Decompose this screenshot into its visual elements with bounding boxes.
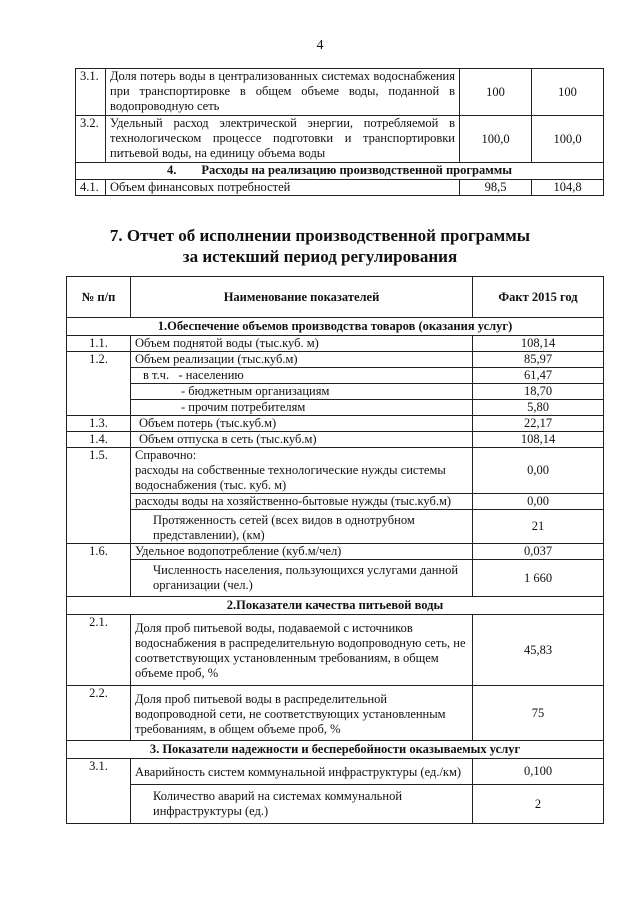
page-number: 4 bbox=[316, 38, 324, 53]
row-text: Доля проб питьевой воды, подаваемой с источников водоснабжения в распределительную водопроводную сеть, не соответствующих установленным требованиям, в общем объеме проб, % bbox=[131, 615, 473, 686]
row-value: 75 bbox=[473, 686, 604, 741]
row-value: 0,00 bbox=[473, 448, 604, 494]
row-subtext: расходы на собственные технологические нужды системы водоснабжения (тыс. куб. м) bbox=[135, 463, 446, 492]
table-row bbox=[67, 510, 604, 544]
table-row bbox=[67, 368, 604, 384]
row-value-2: 100,0 bbox=[532, 116, 604, 163]
table-row bbox=[67, 759, 604, 785]
main-table bbox=[66, 276, 604, 824]
row-value: 61,47 bbox=[473, 368, 604, 384]
row-prefix: в т.ч. bbox=[143, 368, 170, 382]
row-number: 1.1. bbox=[67, 336, 131, 352]
top-table bbox=[75, 68, 604, 196]
table-row bbox=[67, 494, 604, 510]
row-number: 1.3. bbox=[67, 416, 131, 432]
table-row bbox=[67, 544, 604, 560]
row-value: 21 bbox=[473, 510, 604, 544]
row-value: 2 bbox=[473, 785, 604, 824]
row-text: Объем реализации (тыс.куб.м) bbox=[131, 352, 473, 368]
table-row bbox=[67, 615, 604, 686]
row-number: 1.4. bbox=[67, 432, 131, 448]
row-value: 22,17 bbox=[473, 416, 604, 432]
section-heading: 1.Обеспечение объемов производства товаров (оказания услуг) bbox=[67, 318, 604, 336]
row-value-1: 98,5 bbox=[460, 180, 532, 196]
row-number: 2.2. bbox=[67, 686, 131, 741]
row-value: 85,97 bbox=[473, 352, 604, 368]
table-row bbox=[67, 785, 604, 824]
row-text: расходы воды на хозяйственно-бытовые нужды (тыс.куб.м) bbox=[131, 494, 473, 510]
table-row bbox=[67, 560, 604, 597]
row-text bbox=[131, 368, 473, 384]
row-text: - прочим потребителям bbox=[131, 400, 473, 416]
header-row bbox=[67, 277, 604, 318]
section-heading: 2.Показатели качества питьевой воды bbox=[67, 597, 604, 615]
report-title-line-1: 7. Отчет об исполнении производственной программы bbox=[109, 226, 531, 245]
row-text: Объем поднятой воды (тыс.куб. м) bbox=[131, 336, 473, 352]
row-label: Справочно: bbox=[135, 448, 197, 462]
row-text: Объем финансовых потребностей bbox=[106, 180, 460, 196]
section-row bbox=[67, 318, 604, 336]
header-fact: Факт 2015 год bbox=[473, 277, 604, 318]
row-number: 4.1. bbox=[76, 180, 106, 196]
row-number: 3.1. bbox=[76, 69, 106, 116]
row-text: Количество аварий на системах коммунальной инфраструктуры (ед.) bbox=[131, 785, 473, 824]
row-value-2: 100 bbox=[532, 69, 604, 116]
table-row bbox=[67, 686, 604, 741]
section-heading: 3. Показатели надежности и бесперебойности оказываемых услуг bbox=[67, 741, 604, 759]
row-value-2: 104,8 bbox=[532, 180, 604, 196]
row-number: 3.1. bbox=[67, 759, 131, 824]
row-text: Протяженность сетей (всех видов в однотрубном представлении), (км) bbox=[131, 510, 473, 544]
row-value-1: 100,0 bbox=[460, 116, 532, 163]
table-row bbox=[67, 352, 604, 368]
section-heading: 4. Расходы на реализацию производственной программы bbox=[76, 163, 604, 180]
row-text: Удельный расход электрической энергии, потребляемой в технологическом процессе подготовки и транспортировки питьевой воды, на единицу объема воды bbox=[106, 116, 460, 163]
table-row bbox=[67, 384, 604, 400]
row-value: 108,14 bbox=[473, 432, 604, 448]
row-text: Аварийность систем коммунальной инфраструктуры (ед./км) bbox=[131, 759, 473, 785]
row-value: 0,037 bbox=[473, 544, 604, 560]
report-title-line-2: за истекший период регулирования bbox=[182, 247, 458, 266]
table-row bbox=[67, 448, 604, 494]
row-text: Объем потерь (тыс.куб.м) bbox=[131, 416, 473, 432]
section-row bbox=[76, 163, 604, 180]
row-text: Удельное водопотребление (куб.м/чел) bbox=[131, 544, 473, 560]
table-row bbox=[67, 432, 604, 448]
row-value: 45,83 bbox=[473, 615, 604, 686]
row-text: - бюджетным организациям bbox=[131, 384, 473, 400]
row-subtext: - населению bbox=[178, 368, 244, 382]
table-row bbox=[67, 336, 604, 352]
table-row bbox=[76, 180, 604, 196]
row-text: Доля потерь воды в централизованных системах водоснабжения при транспортировке в общем объеме воды, поданной в водопроводную сеть bbox=[106, 69, 460, 116]
table-row bbox=[76, 69, 604, 116]
table-row bbox=[76, 116, 604, 163]
table-row bbox=[67, 416, 604, 432]
section-row bbox=[67, 597, 604, 615]
row-number: 1.2. bbox=[67, 352, 131, 416]
header-num: № п/п bbox=[67, 277, 131, 318]
table-row bbox=[67, 400, 604, 416]
row-text bbox=[131, 448, 473, 494]
row-value: 0,100 bbox=[473, 759, 604, 785]
row-value: 1 660 bbox=[473, 560, 604, 597]
header-name: Наименование показателей bbox=[131, 277, 473, 318]
row-value: 108,14 bbox=[473, 336, 604, 352]
row-value-1: 100 bbox=[460, 69, 532, 116]
row-value: 5,80 bbox=[473, 400, 604, 416]
row-text: Численность населения, пользующихся услугами данной организации (чел.) bbox=[131, 560, 473, 597]
row-value: 0,00 bbox=[473, 494, 604, 510]
row-number: 1.6. bbox=[67, 544, 131, 597]
section-row bbox=[67, 741, 604, 759]
row-number: 3.2. bbox=[76, 116, 106, 163]
row-number: 1.5. bbox=[67, 448, 131, 544]
row-value: 18,70 bbox=[473, 384, 604, 400]
row-text: Объем отпуска в сеть (тыс.куб.м) bbox=[131, 432, 473, 448]
row-text: Доля проб питьевой воды в распределительной водопроводной сети, не соответствующих установленным требованиям, в общем объеме проб, % bbox=[131, 686, 473, 741]
row-number: 2.1. bbox=[67, 615, 131, 686]
